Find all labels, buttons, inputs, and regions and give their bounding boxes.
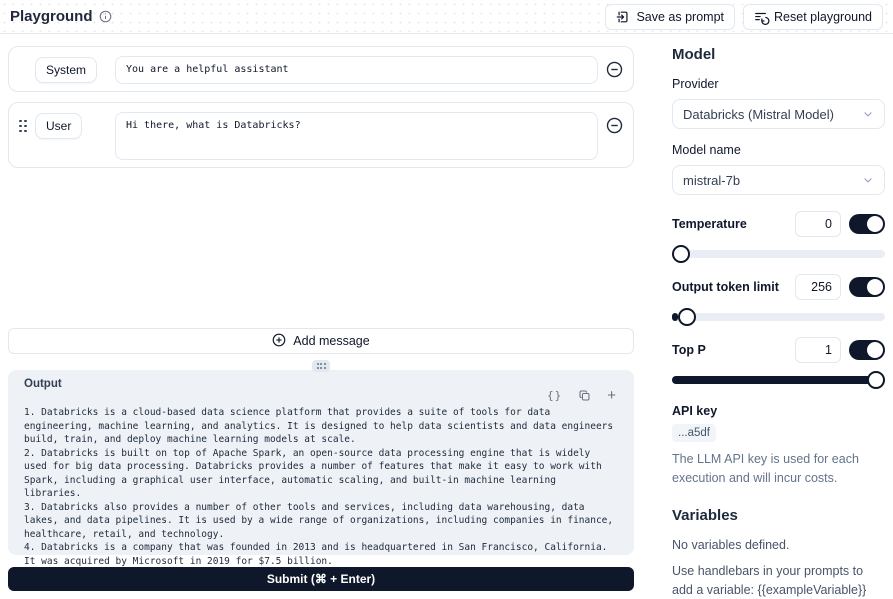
chevron-down-icon <box>862 108 874 120</box>
chevron-down-icon <box>862 174 874 186</box>
user-message-input[interactable] <box>115 112 598 160</box>
save-as-prompt-button[interactable]: Save as prompt <box>605 4 735 30</box>
submit-button[interactable]: Submit (⌘ + Enter) <box>8 567 634 591</box>
provider-select[interactable] <box>672 99 885 129</box>
slider-thumb[interactable] <box>867 371 885 389</box>
copy-icon[interactable] <box>578 389 591 402</box>
drag-handle-icon[interactable] <box>19 118 27 135</box>
top-p-row <box>672 337 885 363</box>
top-p-input[interactable] <box>795 337 841 363</box>
page-header <box>0 0 893 34</box>
plus-circle-icon <box>272 333 286 350</box>
reset-playground-button[interactable]: Reset playground <box>743 4 883 30</box>
output-toolbar <box>16 388 626 402</box>
temperature-input[interactable] <box>795 211 841 237</box>
add-message-button[interactable]: Add message <box>8 328 634 354</box>
info-icon[interactable] <box>99 10 112 23</box>
top-p-slider[interactable] <box>672 376 885 384</box>
output-token-limit-input[interactable] <box>795 274 841 300</box>
role-button-system[interactable]: System <box>35 57 97 83</box>
panel-resize-row <box>8 360 634 372</box>
output-token-limit-label: Output token limit <box>672 280 779 294</box>
variables-hint-text: Use handlebars in your prompts to add a variable: {{exampleVariable}} <box>672 563 867 597</box>
output-panel <box>8 370 634 567</box>
top-p-toggle[interactable] <box>849 340 885 360</box>
model-settings-sidebar <box>672 46 885 597</box>
temperature-row <box>672 211 885 237</box>
output-token-limit-row <box>672 274 885 300</box>
slider-thumb[interactable] <box>672 245 690 263</box>
prompt-column <box>8 46 634 591</box>
model-name-select[interactable] <box>672 165 885 195</box>
remove-message-button[interactable] <box>606 61 623 81</box>
model-name-label: Model name <box>672 143 741 157</box>
api-key-caption: The LLM API key is used for each execution and will incur costs. <box>672 452 859 486</box>
output-token-limit-toggle[interactable] <box>849 277 885 297</box>
output-label: Output <box>24 378 62 390</box>
model-heading: Model <box>672 46 716 63</box>
provider-value: Databricks (Mistral Model) <box>683 106 834 122</box>
message-row-system <box>8 46 634 92</box>
content <box>0 34 893 599</box>
variables-empty-text: No variables defined. <box>672 537 790 552</box>
system-message-input[interactable] <box>115 56 598 84</box>
top-p-label: Top P <box>672 343 706 357</box>
reset-icon <box>754 10 768 24</box>
page-title: Playground <box>10 8 93 25</box>
output-token-limit-slider[interactable] <box>672 313 885 321</box>
role-button-user[interactable]: User <box>35 113 82 139</box>
provider-label: Provider <box>672 77 719 91</box>
messages-empty-space <box>8 168 634 328</box>
temperature-slider[interactable] <box>672 250 885 258</box>
minus-circle-icon <box>606 117 623 137</box>
message-row-user <box>8 102 634 168</box>
remove-message-button[interactable] <box>606 117 623 137</box>
resize-handle[interactable] <box>312 360 330 372</box>
api-key-badge: ...a5df <box>672 424 716 442</box>
add-to-dataset-icon[interactable]: + <box>607 386 616 404</box>
model-name-value: mistral-7b <box>683 172 741 188</box>
output-text: 1. Databricks is a cloud-based data science platform that provides a suite of tools for data engineering, machine learning, and analytics. It is designed to help data scientists and data engineers build, train, and deploy machine learning models at scale. 2. Databricks is built on top of Apache Spark, an open-source data processing engine that is widely used for big data processing. Databricks provides a number of features that make it easy to work with Spark, including a graphical user interface, automatic scaling, and built-in machine learning libraries. 3. Databricks also provides a number of other tools and services, including data warehousing, data lakes, and data pipelines. It is used by a wide range of organizations, including companies in finance, healthcare, retail, and technology. 4. Databricks is a company that was founded in 2013 and is headquartered in San Francisco, California. It was acquired by Microsoft in 2019 for $7.5 billion. <box>24 407 614 567</box>
minus-circle-icon <box>606 61 623 81</box>
api-key-label: API key <box>672 404 718 418</box>
variables-heading: Variables <box>672 506 738 524</box>
slider-thumb[interactable] <box>678 308 696 326</box>
temperature-label: Temperature <box>672 217 747 231</box>
save-icon <box>616 10 630 24</box>
json-view-icon[interactable]: {} <box>546 388 563 402</box>
temperature-toggle[interactable] <box>849 214 885 234</box>
